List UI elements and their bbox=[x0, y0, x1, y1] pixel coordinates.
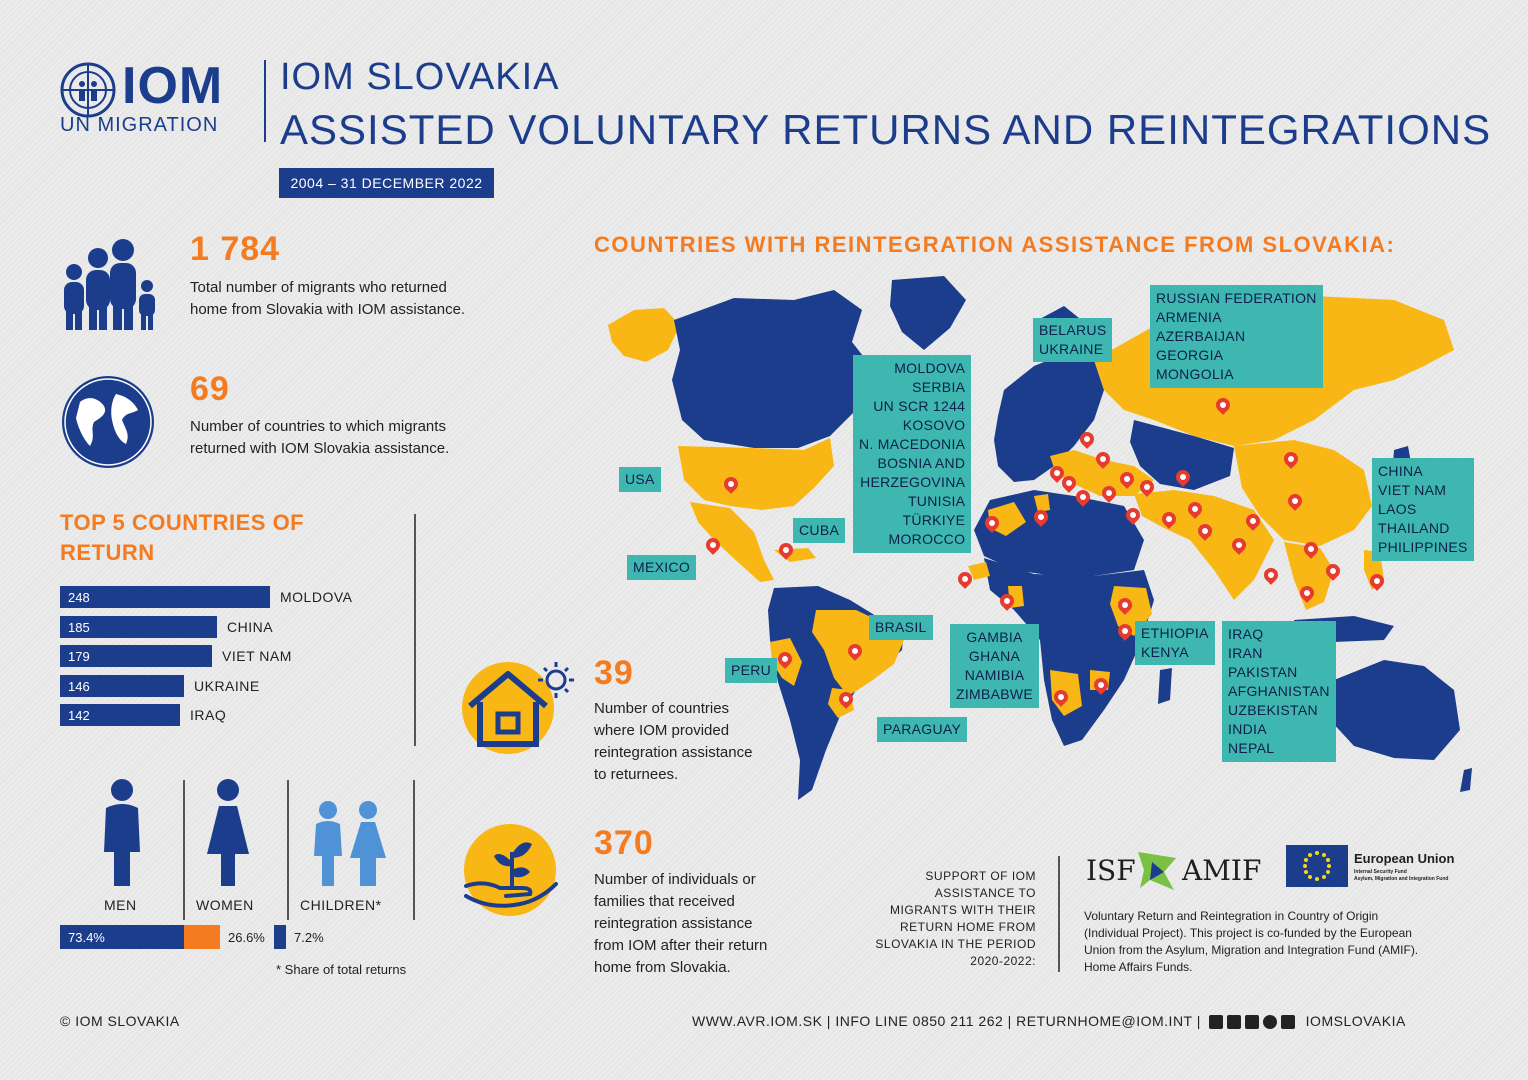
total-returns-desc-line1: Total number of migrants who returned bbox=[190, 279, 447, 296]
hand-plant-icon bbox=[460, 822, 560, 918]
countries-desc-line1: Number of countries to which migrants bbox=[190, 418, 446, 435]
tag-n-macedonia: N. MACEDONIA bbox=[859, 436, 966, 452]
map-region-madagascar bbox=[1158, 668, 1172, 704]
reintegration-individuals-desc-line2: families that received bbox=[594, 893, 735, 910]
tag-herzegovina: HERZEGOVINA bbox=[860, 474, 966, 490]
eu-sub2: Asylum, Migration and Integration Fund bbox=[1354, 876, 1449, 882]
support-text-line2: ASSISTANCE TO bbox=[934, 886, 1036, 900]
tag-azerbaijan: AZERBAIJAN bbox=[1156, 328, 1246, 344]
project-desc-line1: Voluntary Return and Reintegration in Country of Origin bbox=[1084, 909, 1379, 923]
tag-paraguay: PARAGUAY bbox=[877, 717, 967, 742]
gender-divider-2 bbox=[287, 780, 289, 920]
top5-country-label: VIET NAM bbox=[222, 648, 292, 664]
tag-group-belarus bbox=[1033, 318, 1112, 362]
tag-armenia: ARMENIA bbox=[1156, 309, 1222, 325]
globe-icon bbox=[60, 374, 156, 470]
reintegration-individuals-number: 370 bbox=[594, 824, 654, 862]
women-share-value: 26.6% bbox=[228, 930, 265, 945]
footer-copyright: © IOM SLOVAKIA bbox=[60, 1013, 180, 1029]
youtube-icon[interactable] bbox=[1281, 1015, 1295, 1029]
tag-philippines: PHILIPPINES bbox=[1378, 539, 1468, 555]
woman-icon bbox=[205, 778, 251, 888]
un-globe-icon bbox=[60, 62, 116, 118]
top5-title bbox=[60, 508, 380, 568]
tag-china: CHINA bbox=[1378, 463, 1424, 479]
page-title-line1: IOM SLOVAKIA bbox=[280, 56, 560, 98]
tag-belarus: BELARUS bbox=[1039, 322, 1107, 338]
twitter-icon[interactable] bbox=[1245, 1015, 1259, 1029]
tag-group-middle-east bbox=[1222, 621, 1336, 762]
map-region-canada bbox=[672, 290, 874, 448]
reintegration-countries-desc-line4: to returnees. bbox=[594, 766, 679, 783]
tag-serbia: SERBIA bbox=[912, 379, 966, 395]
tag-zimbabwe: ZIMBABWE bbox=[956, 686, 1034, 702]
support-text-line4: RETURN HOME FROM bbox=[900, 920, 1036, 934]
tag-bosnia: BOSNIA AND bbox=[877, 455, 966, 471]
footer-contacts bbox=[692, 1013, 1406, 1029]
tag-gambia: GAMBIA bbox=[966, 629, 1023, 645]
logo-text: IOM bbox=[122, 57, 224, 115]
reintegration-countries-desc-line2: where IOM provided bbox=[594, 722, 730, 739]
reintegration-countries-desc-line3: reintegration assistance bbox=[594, 744, 753, 761]
tag-moldova: MOLDOVA bbox=[894, 360, 966, 376]
tag-nepal: NEPAL bbox=[1228, 740, 1275, 756]
date-range-badge: 2004 – 31 DECEMBER 2022 bbox=[279, 168, 494, 198]
tag-group-africa bbox=[950, 624, 1039, 708]
total-returns-description bbox=[190, 277, 465, 321]
tag-viet-nam: VIET NAM bbox=[1378, 482, 1447, 498]
reintegration-individuals-desc-line3: reintegration assistance bbox=[594, 915, 753, 932]
tag-russian-federation: RUSSIAN FEDERATION bbox=[1156, 290, 1317, 306]
social-icons bbox=[1209, 1015, 1295, 1029]
iom-logo bbox=[60, 58, 255, 138]
page-title-line2: ASSISTED VOLUNTARY RETURNS AND REINTEGRATIONS bbox=[280, 106, 1492, 153]
total-returns-number: 1 784 bbox=[190, 230, 281, 268]
gender-divider-1 bbox=[183, 780, 185, 920]
countries-desc-line2: returned with IOM Slovakia assistance. bbox=[190, 440, 450, 457]
tag-mongolia: MONGOLIA bbox=[1156, 366, 1234, 382]
top5-country-label: UKRAINE bbox=[194, 678, 260, 694]
tag-iran: IRAN bbox=[1228, 645, 1263, 661]
reintegration-individuals-desc-line1: Number of individuals or bbox=[594, 871, 756, 888]
support-text-line3: MIGRANTS WITH THEIR bbox=[890, 903, 1036, 917]
tag-ukraine: UKRAINE bbox=[1039, 341, 1104, 357]
tag-group-europe bbox=[853, 355, 971, 553]
man-icon bbox=[100, 778, 144, 888]
top5-country-label: CHINA bbox=[227, 619, 274, 635]
support-text-line6: 2020-2022: bbox=[970, 954, 1036, 968]
top5-country-label: MOLDOVA bbox=[280, 589, 353, 605]
tag-india: INDIA bbox=[1228, 721, 1267, 737]
tag-un-scr-1244: UN SCR 1244 bbox=[873, 398, 966, 414]
children-label: CHILDREN* bbox=[300, 897, 382, 913]
children-icon bbox=[310, 800, 390, 888]
header-divider bbox=[264, 60, 266, 142]
footer-contact-links[interactable]: WWW.AVR.IOM.SK | INFO LINE 0850 211 262 | RETURNHOME@IOM.INT | bbox=[692, 1013, 1201, 1029]
reintegration-individuals-desc-line5: home from Slovakia. bbox=[594, 959, 731, 976]
reintegration-countries-description bbox=[594, 698, 752, 786]
countries-description bbox=[190, 416, 449, 460]
tag-tunisia: TUNISIA bbox=[907, 493, 966, 509]
eu-title: European Union bbox=[1354, 851, 1455, 866]
tag-peru: PERU bbox=[725, 658, 777, 683]
project-description bbox=[1084, 908, 1418, 976]
reintegration-individuals-desc-line4: from IOM after their return bbox=[594, 937, 768, 954]
tag-mexico: MEXICO bbox=[627, 555, 696, 580]
tag-ghana: GHANA bbox=[968, 648, 1021, 664]
amif-text: AMIF bbox=[1182, 854, 1262, 887]
logo-subtitle: UN MIGRATION bbox=[60, 114, 219, 136]
isf-amif-logo bbox=[1086, 848, 1262, 898]
linkedin-icon[interactable] bbox=[1227, 1015, 1241, 1029]
tag-morocco: MOROCCO bbox=[888, 531, 966, 547]
top5-bar: 142 bbox=[60, 704, 180, 726]
eu-logo bbox=[1286, 845, 1472, 889]
men-share-value: 73.4% bbox=[68, 929, 105, 945]
share-footnote: * Share of total returns bbox=[276, 962, 407, 977]
map-region-greenland bbox=[890, 276, 966, 350]
support-divider bbox=[1058, 856, 1060, 972]
social-handle[interactable]: IOMSLOVAKIA bbox=[1305, 1013, 1406, 1029]
tag-ethiopia: ETHIOPIA bbox=[1141, 625, 1209, 641]
top5-bar: 185 bbox=[60, 616, 217, 638]
telegram-icon[interactable] bbox=[1263, 1015, 1277, 1029]
map-region-alaska bbox=[608, 308, 680, 362]
top5-bar: 179 bbox=[60, 645, 212, 667]
support-text bbox=[860, 868, 1036, 970]
support-text-line1: SUPPORT OF IOM bbox=[925, 869, 1036, 883]
isf-amif-star-icon bbox=[1134, 848, 1180, 894]
tag-group-ethiopia bbox=[1135, 621, 1215, 665]
children-share-bar bbox=[274, 925, 286, 949]
top5-divider bbox=[414, 514, 416, 746]
map-region-mexico bbox=[690, 502, 774, 582]
project-desc-line2: (Individual Project). This project is co-funded by the European bbox=[1084, 926, 1412, 940]
tag-turkiye: TÜRKIYE bbox=[902, 512, 966, 528]
tag-namibia: NAMIBIA bbox=[964, 667, 1025, 683]
countries-number: 69 bbox=[190, 370, 230, 408]
tag-afghanistan: AFGHANISTAN bbox=[1228, 683, 1330, 699]
facebook-icon[interactable] bbox=[1209, 1015, 1223, 1029]
eu-sub1: Internal Security Fund bbox=[1354, 869, 1407, 875]
map-region-new-zealand bbox=[1460, 768, 1472, 792]
tag-group-russia bbox=[1150, 285, 1323, 388]
support-text-line5: SLOVAKIA IN THE PERIOD bbox=[875, 937, 1036, 951]
men-label: MEN bbox=[104, 897, 137, 913]
top5-title-line2: RETURN bbox=[60, 540, 155, 565]
children-share-value: 7.2% bbox=[294, 930, 324, 945]
top5-title-line1: TOP 5 COUNTRIES OF bbox=[60, 510, 305, 535]
men-share-bar bbox=[60, 925, 184, 949]
house-sun-icon bbox=[460, 656, 578, 756]
family-icon bbox=[60, 236, 160, 332]
tag-georgia: GEORGIA bbox=[1156, 347, 1224, 363]
map-region-south-asia bbox=[1134, 490, 1274, 600]
tag-thailand: THAILAND bbox=[1378, 520, 1450, 536]
tag-group-china bbox=[1372, 458, 1474, 561]
tag-usa: USA bbox=[619, 467, 661, 492]
gender-divider-3 bbox=[413, 780, 415, 920]
total-returns-desc-line2: home from Slovakia with IOM assistance. bbox=[190, 301, 466, 318]
tag-kenya: KENYA bbox=[1141, 644, 1189, 660]
isf-text: ISF bbox=[1086, 854, 1136, 887]
tag-laos: LAOS bbox=[1378, 501, 1417, 517]
map-region-usa bbox=[678, 438, 834, 510]
reintegration-countries-number: 39 bbox=[594, 654, 634, 692]
tag-pakistan: PAKISTAN bbox=[1228, 664, 1298, 680]
reintegration-individuals-description bbox=[594, 869, 767, 979]
map-title: COUNTRIES WITH REINTEGRATION ASSISTANCE FROM SLOVAKIA: bbox=[594, 232, 1396, 257]
tag-brasil: BRASIL bbox=[869, 615, 933, 640]
project-desc-line4: Home Affairs Funds. bbox=[1084, 960, 1193, 974]
women-share-bar bbox=[184, 925, 220, 949]
project-desc-line3: Union from the Asylum, Migration and Integration Fund (AMIF). bbox=[1084, 943, 1419, 957]
top5-bar: 146 bbox=[60, 675, 184, 697]
women-label: WOMEN bbox=[196, 897, 254, 913]
tag-cuba: CUBA bbox=[793, 518, 845, 543]
reintegration-countries-desc-line1: Number of countries bbox=[594, 700, 730, 717]
map-region-australia bbox=[1330, 660, 1460, 760]
top5-bar: 248 bbox=[60, 586, 270, 608]
tag-iraq: IRAQ bbox=[1228, 626, 1264, 642]
tag-uzbekistan: UZBEKISTAN bbox=[1228, 702, 1318, 718]
eu-flag-icon bbox=[1286, 845, 1348, 887]
top5-country-label: IRAQ bbox=[190, 707, 227, 723]
tag-kosovo: KOSOVO bbox=[902, 417, 966, 433]
